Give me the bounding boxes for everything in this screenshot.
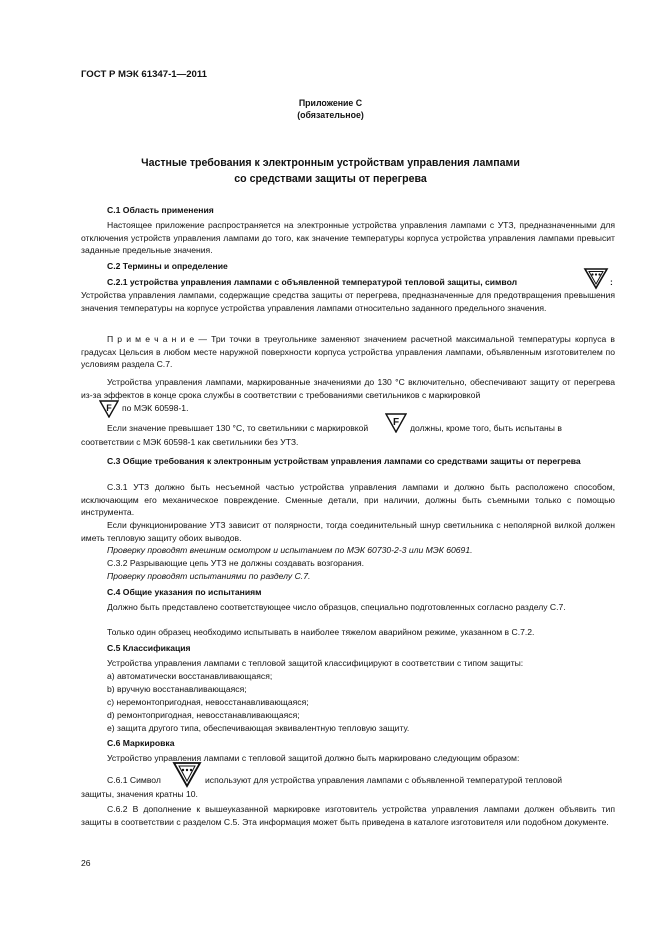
paragraph-c2-p2-b: должны, кроме того, быть испытаны в (410, 423, 562, 433)
svg-text:F: F (106, 403, 112, 413)
list-item: d) ремонтопригодная, невосстанавливающаяся; (107, 710, 300, 720)
section-heading-c3: С.3 Общие требования к электронным устройствам управления лампами со средствами защиты от перегрева (107, 456, 581, 466)
paragraph-c6-intro: Устройство управления лампами с тепловой защитой должно быть маркировано следующим образом: (107, 753, 520, 763)
term-c21: С.2.1 устройства управления лампами с объявленной температурой тепловой защиты, символ (107, 277, 518, 287)
triangle-f-icon (385, 413, 407, 437)
section-heading-c6: С.6 Маркировка (107, 738, 175, 748)
triangle-dots-icon (172, 760, 202, 792)
svg-text:F: F (392, 417, 400, 428)
list-item: с) неремонтопригодная, невосстанавливающаяся; (107, 697, 309, 707)
list-item: е) защита другого типа, обеспечивающая эквивалентную тепловую защиту. (107, 723, 410, 733)
page-title-line2: со средствами защиты от перегрева (234, 173, 427, 185)
term-colon: : (610, 277, 613, 287)
section-heading-c5: С.5 Классификация (107, 643, 191, 653)
page-number: 26 (81, 858, 91, 868)
paragraph-c31: С.3.1 УТЗ должно быть несъемной частью устройства управления лампами и должно быть расположено способом, исключающим его механическое повреждение. Сменные детали, при наличии, должны быть съемными только с помощью инструмента. (81, 482, 615, 518)
section-heading-c1: С.1 Область применения (107, 205, 214, 215)
section-heading-c2: С.2 Термины и определение (107, 261, 228, 271)
paragraph-c61-b: используют для устройства управления лампами с объявленной температурой тепловой (205, 775, 563, 785)
note-label: П р и м е ч а н и е — (107, 334, 207, 344)
check-c31: Проверку проводят внешним осмотром и испытанием по МЭК 60730-2-3 или МЭК 60691. (107, 545, 473, 555)
document-header: ГОСТ Р МЭК 61347-1—2011 (81, 69, 208, 80)
annex-label: Приложение С (298, 98, 363, 108)
paragraph-c1: Настоящее приложение распространяется на электронные устройства управления лампами с УТЗ, предназначенными для отключения устройств управления лампами до того, как значение температуры корпуса устройства управления лампами превысит заданные предельные значения. (81, 220, 615, 256)
paragraph-c2-p2-c: соответствии с МЭК 60598-1 как светильники без УТЗ. (81, 437, 299, 447)
check-c32: Проверку проводят испытаниями по разделу С.7. (107, 571, 311, 581)
paragraph-c31-polarity: Если функционирование УТЗ зависит от полярности, тогда соединительный шнур светильника с неполярной вилкой должен иметь тепловую защиту обоих выводов. (81, 520, 615, 543)
paragraph-c5-intro: Устройства управления лампами с тепловой защитой классифицируют в соответствии с типом защиты: (107, 658, 524, 668)
note-text: Три точки в треугольнике заменяют значением расчетной максимальной температуры корпуса в градусах Цельсия в любом месте наружной поверхности корпуса устройства управления лампами, объявленным изготовителем по условиям раздела С.7. (81, 334, 615, 370)
page-title-line1: Частные требования к электронным устройствам управления лампами (141, 157, 520, 169)
triangle-f-icon (99, 400, 119, 422)
paragraph-c61-c: защиты, значения кратны 10. (81, 789, 198, 799)
list-item: а) автоматически восстанавливающаяся; (107, 671, 273, 681)
paragraph-c62: С.6.2 В дополнение к вышеуказанной маркировке изготовитель устройства управления лампами должен объявить тип защиты в соответствии с разделом С.5. Эта информация может быть приведена в каталоге изготовителя или подобном документе. (81, 804, 615, 827)
term-definition: Устройства управления лампами, содержащие средства защиты от перегрева, предназначенные для предотвращения превышения значения температуры на корпусе устройства управления лампами относительно заданного предельного значения. (81, 290, 615, 313)
annex-status: (обязательное) (297, 110, 364, 120)
paragraph-c4-p1: Должно быть представлено соответствующее число образцов, специально подготовленных согласно разделу С.7. (107, 602, 566, 612)
paragraph-c32: С.3.2 Разрывающие цепь УТЗ не должны создавать возгорания. (107, 558, 365, 568)
paragraph-c4-p2: Только один образец необходимо испытывать в наиболее тяжелом аварийном режиме, указанном в С.7.2. (107, 627, 535, 637)
note (81, 333, 615, 371)
section-heading-c4: С.4 Общие указания по испытаниям (107, 587, 262, 597)
paragraph-c2-p1: Устройства управления лампами, маркированные значениями до 130 °С включительно, обеспечивают защиту от перегрева из-за эффектов в конце срока службы в соответствии с требованиями светильников с маркировкой (81, 377, 615, 400)
list-item: b) вручную восстанавливающаяся; (107, 684, 247, 694)
paragraph-c61-a: С.6.1 Символ (107, 775, 161, 785)
paragraph-c2-p2-a: Если значение превышает 130 °С, то светильники с маркировкой (107, 423, 369, 433)
paragraph-c2-p1-tail: по МЭК 60598-1. (122, 403, 189, 413)
